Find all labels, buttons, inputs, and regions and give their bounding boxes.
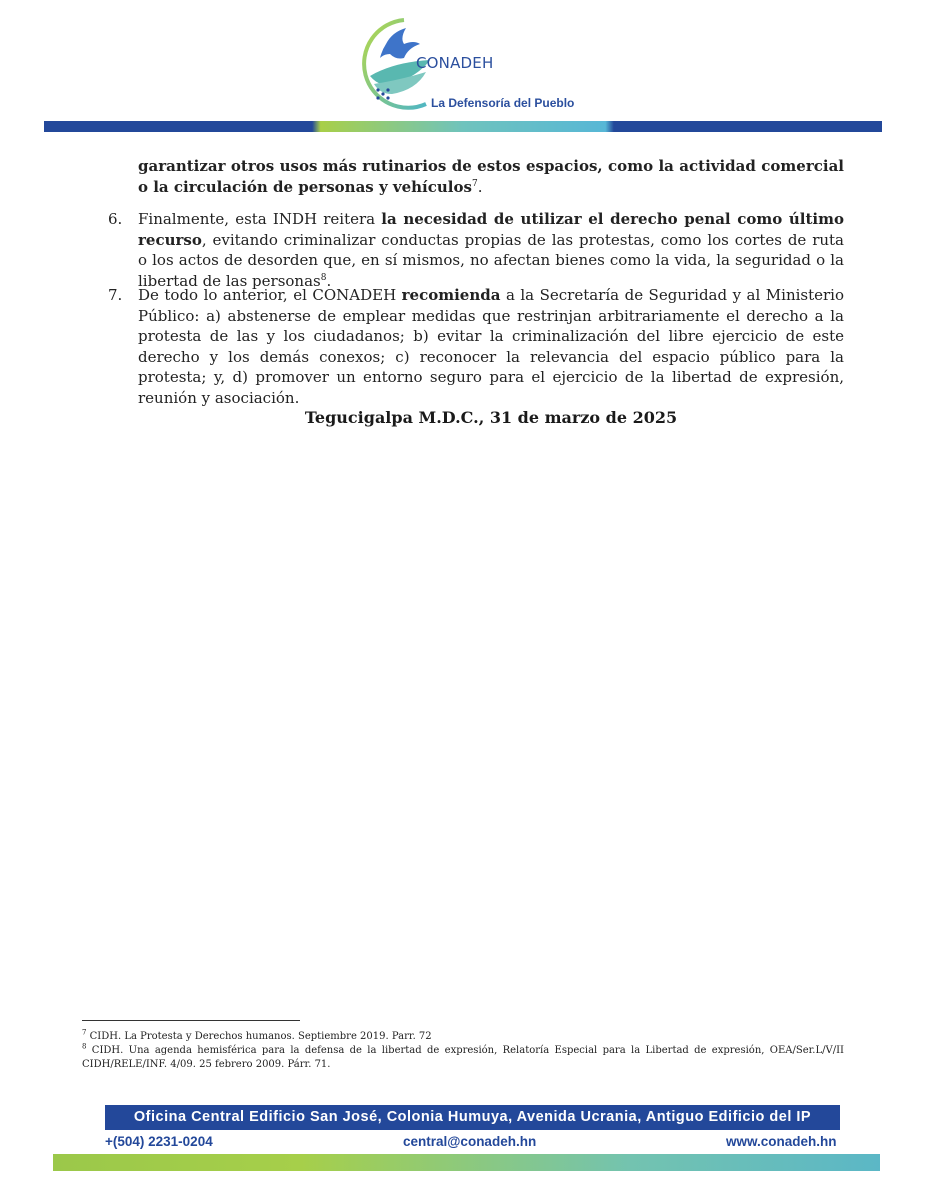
footnote-8-number: 8 xyxy=(82,1042,87,1051)
org-tagline: La Defensoría del Pueblo xyxy=(431,96,575,110)
item6-end: . xyxy=(326,271,332,290)
paragraph-end: . xyxy=(477,177,483,196)
item6-text-b: , evitando criminalizar conductas propias de las protestas, como los cortes de ruta o los actos de desorden que, en sí mismos, no afectan bienes como la vida, la seguridad o la libertad de las personas xyxy=(138,230,844,290)
item7-bold-text: recomienda xyxy=(401,286,501,304)
footnote-7 xyxy=(82,1030,844,1044)
list-item-7 xyxy=(138,285,844,408)
header-divider-bar xyxy=(44,121,882,132)
footnote-ref-8[interactable]: 8 xyxy=(320,272,327,283)
org-name: CONADEH xyxy=(416,54,494,72)
place-date-line: Tegucigalpa M.D.C., 31 de marzo de 2025 xyxy=(304,408,678,427)
footer-phone[interactable]: +(504) 2231-0204 xyxy=(105,1134,213,1149)
item-number-7: 7. xyxy=(108,286,123,304)
footer-website-link[interactable]: www.conadeh.hn xyxy=(726,1134,837,1149)
footer-address-bar: Oficina Central Edificio San José, Colonia Humuya, Avenida Ucrania, Antiguo Edificio del IP xyxy=(105,1105,840,1130)
footnote-ref-7[interactable]: 7 xyxy=(471,178,478,189)
footnote-7-number: 7 xyxy=(82,1028,87,1037)
footer-gradient-bar xyxy=(53,1154,880,1171)
paragraph-bold-text: garantizar otros usos más rutinarios de estos espacios, como la actividad comercial o la circulación de personas y vehículos xyxy=(138,157,844,196)
item7-text-a: De todo lo anterior, el CONADEH xyxy=(138,286,402,304)
footer-email-link[interactable]: central@conadeh.hn xyxy=(403,1134,537,1149)
paragraph-continuation xyxy=(138,156,844,197)
footnote-separator xyxy=(82,1020,300,1021)
item-number-6: 6. xyxy=(108,210,123,228)
footnote-8 xyxy=(82,1044,844,1072)
footnote-8-text: CIDH. Una agenda hemisférica para la defensa de la libertad de expresión, Relatoría Especial para la Libertad de expresión, OEA/Ser.L/V/II CIDH/RELE/INF. 4/09. 25 febrero 2009. Párr. 71. xyxy=(82,1045,844,1070)
item6-text-a: Finalmente, esta INDH reitera xyxy=(138,210,382,228)
conadeh-logo xyxy=(334,14,604,114)
list-item-6 xyxy=(138,209,844,291)
footnote-7-text: CIDH. La Protesta y Derechos humanos. Septiembre 2019. Parr. 72 xyxy=(86,1031,432,1042)
footnotes-section xyxy=(82,1030,844,1072)
item7-text-b: a la Secretaría de Seguridad y al Ministerio Público: a) abstenerse de emplear medidas que restrinjan arbitrariamente el derecho a la protesta de las y los ciudadanos; b) evitar la criminalización del libre ejercicio de este derecho y los demás conexos; c) reconocer la relevancia del espacio público para la protesta; y, d) promover un entorno seguro para el ejercicio de la libertad de expresión, reunión y asociación. xyxy=(138,286,844,407)
item6-bold-text: la necesidad de utilizar el derecho penal como último recurso xyxy=(138,210,844,249)
